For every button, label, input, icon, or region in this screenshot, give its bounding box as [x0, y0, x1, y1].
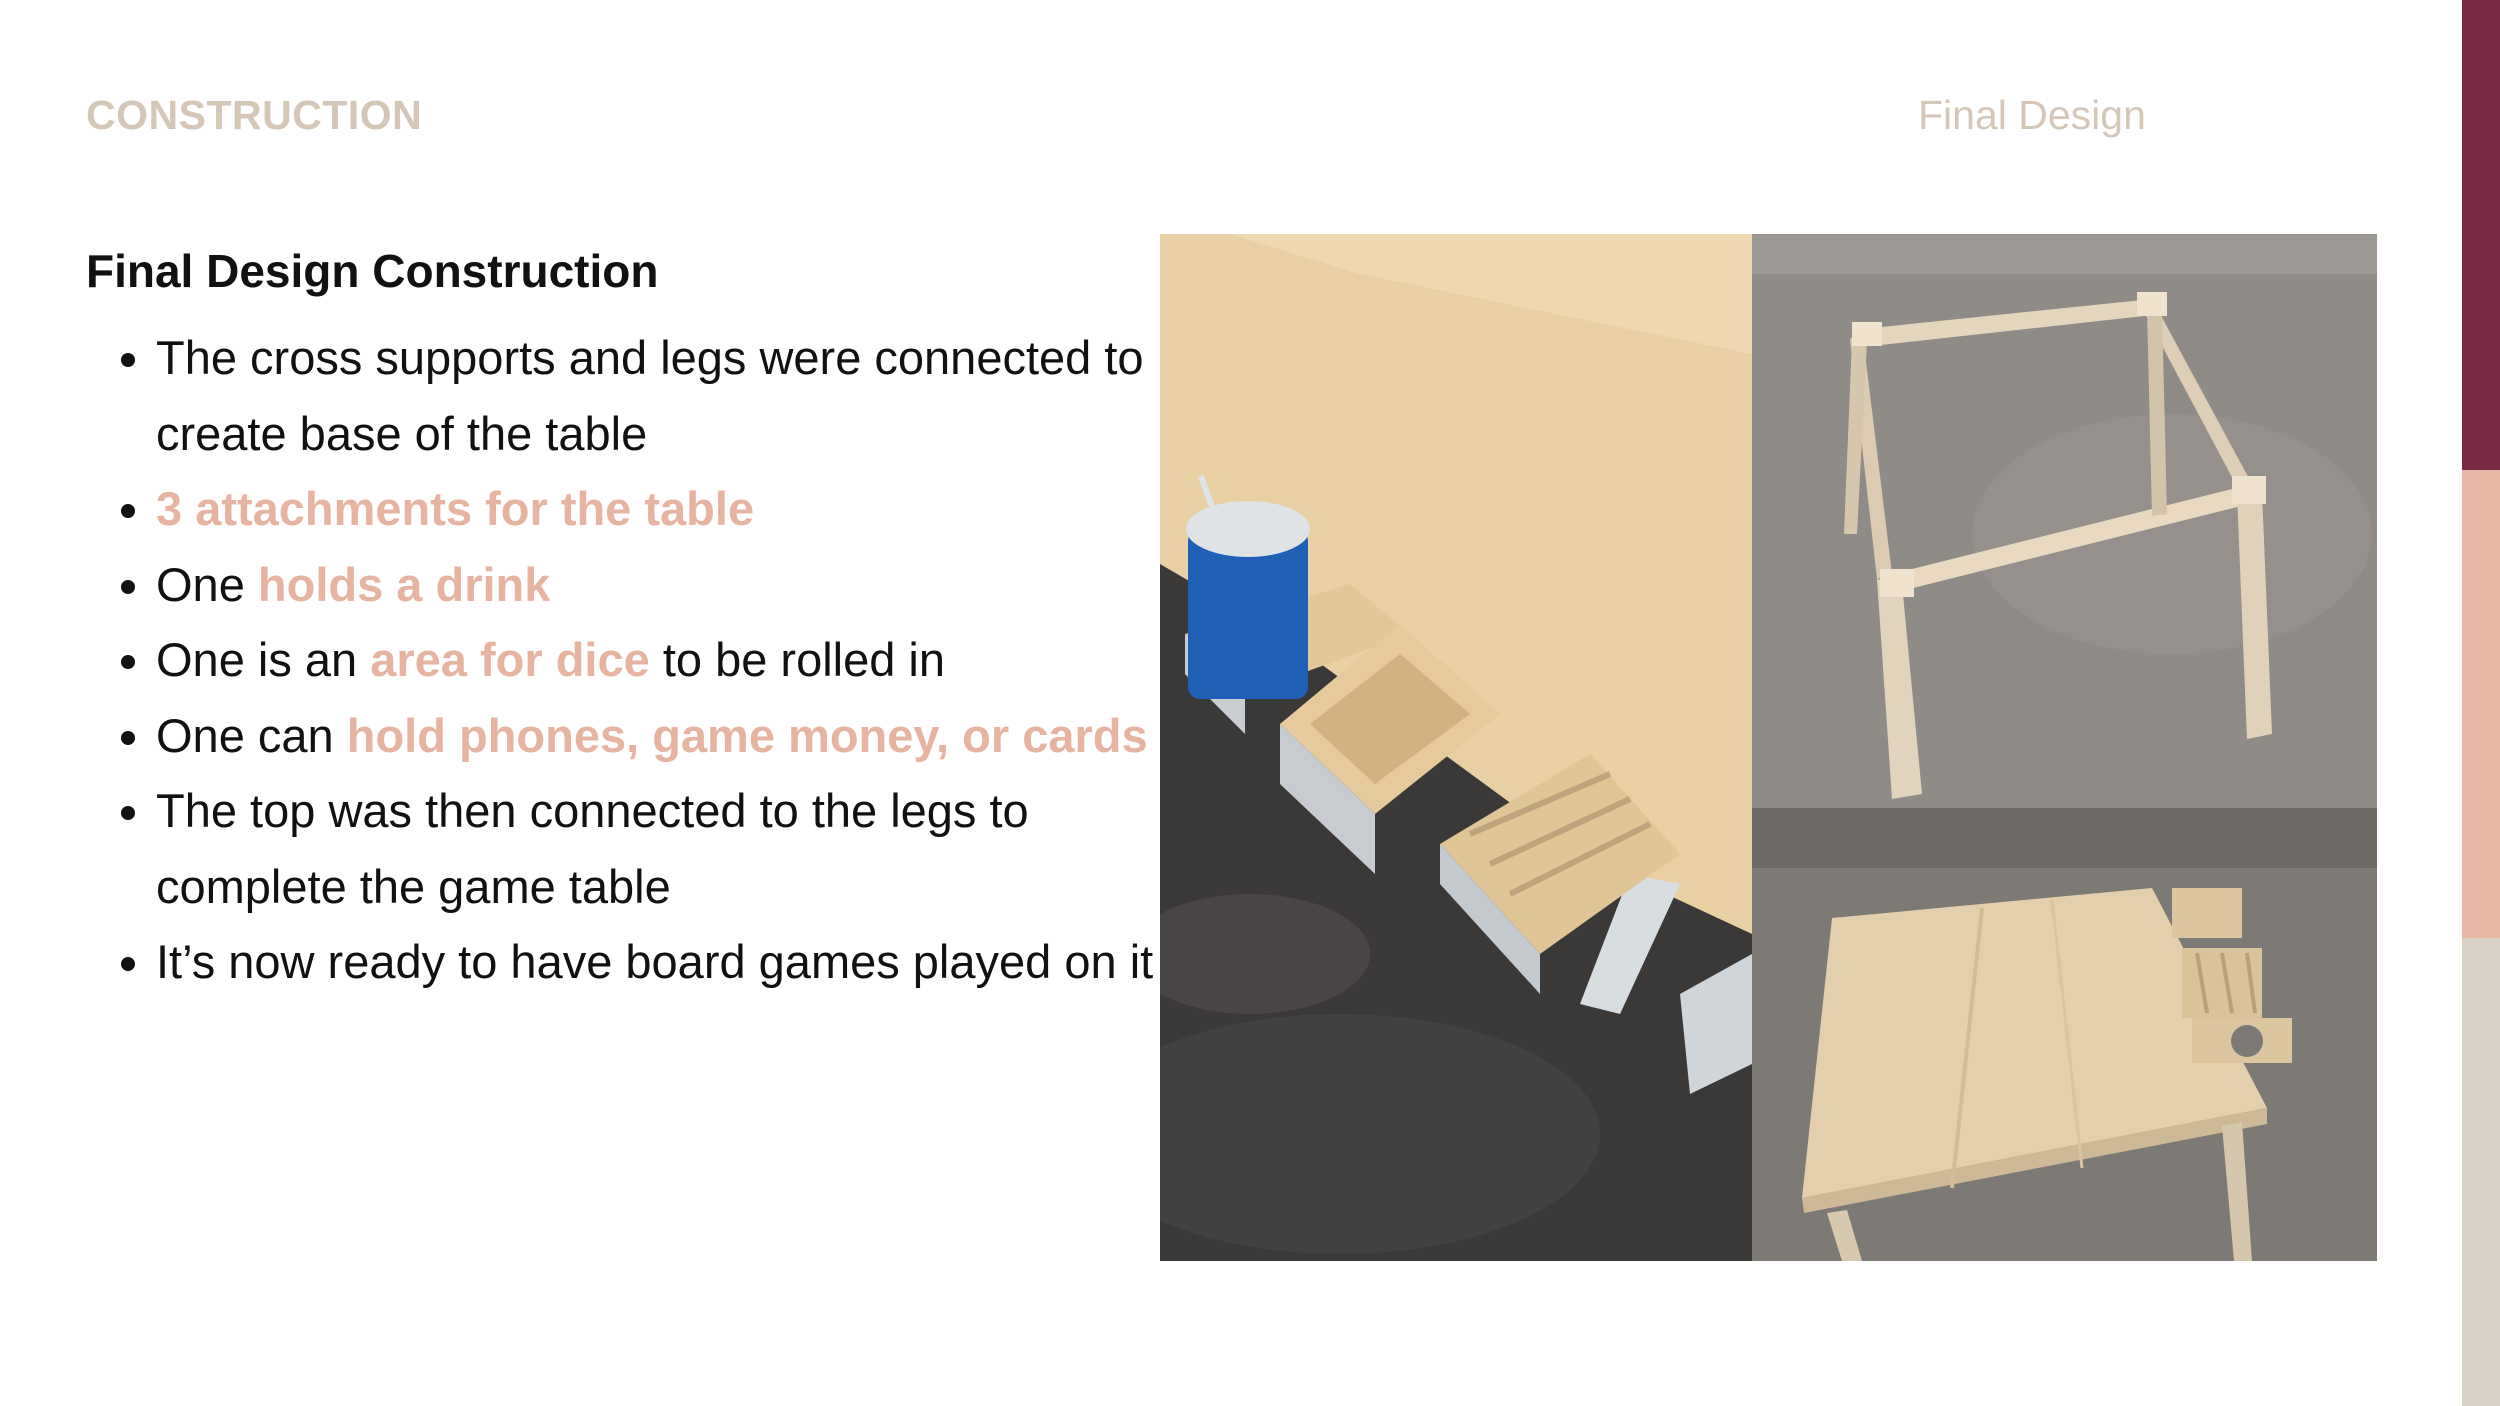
bullet-highlight: hold phones, game money, or cards: [346, 708, 1148, 762]
accent-bar-dark: [2462, 0, 2500, 470]
photo-table-base: [1752, 234, 2377, 808]
bullet-text: The top was then connected to the legs to complete the game table: [156, 784, 1029, 913]
photo-completed-table: [1752, 808, 2377, 1261]
bullet-highlight: holds a drink: [257, 557, 551, 611]
bullet-item: [156, 547, 1216, 623]
bullet-item: [156, 924, 1216, 1000]
slide-subtitle: Final Design: [1918, 92, 2146, 138]
bullet-item: [156, 622, 1216, 698]
section-label: CONSTRUCTION: [86, 92, 423, 138]
photo-table-attachments-illustration: [1160, 234, 1752, 1261]
bullet-text: One can: [156, 708, 347, 762]
bullet-item: [156, 471, 1216, 547]
bullet-text: It’s now ready to have board games played on it: [156, 935, 1154, 988]
bullet-item: [156, 698, 1216, 774]
bullet-item: [156, 320, 1216, 471]
bullet-text: The cross supports and legs were connected to create base of the table: [156, 331, 1144, 460]
photo-table-attachments: [1160, 234, 1752, 1261]
bullet-highlight: area for dice: [370, 633, 650, 686]
bullet-highlight: 3 attachments for the table: [156, 482, 755, 535]
bullet-text: to be rolled in: [649, 633, 946, 686]
photo-table-base-illustration: [1752, 234, 2377, 808]
bullet-item: [156, 773, 1216, 924]
photo-collage: [1160, 234, 2377, 1261]
bullet-list: [86, 320, 1216, 1000]
bullet-text: One: [156, 557, 258, 611]
accent-bar-peach: [2462, 470, 2500, 938]
accent-bar-beige: [2462, 938, 2500, 1406]
bullet-text: One is an: [156, 633, 371, 686]
content-title: Final Design Construction: [86, 245, 659, 297]
photo-completed-table-illustration: [1752, 808, 2377, 1261]
